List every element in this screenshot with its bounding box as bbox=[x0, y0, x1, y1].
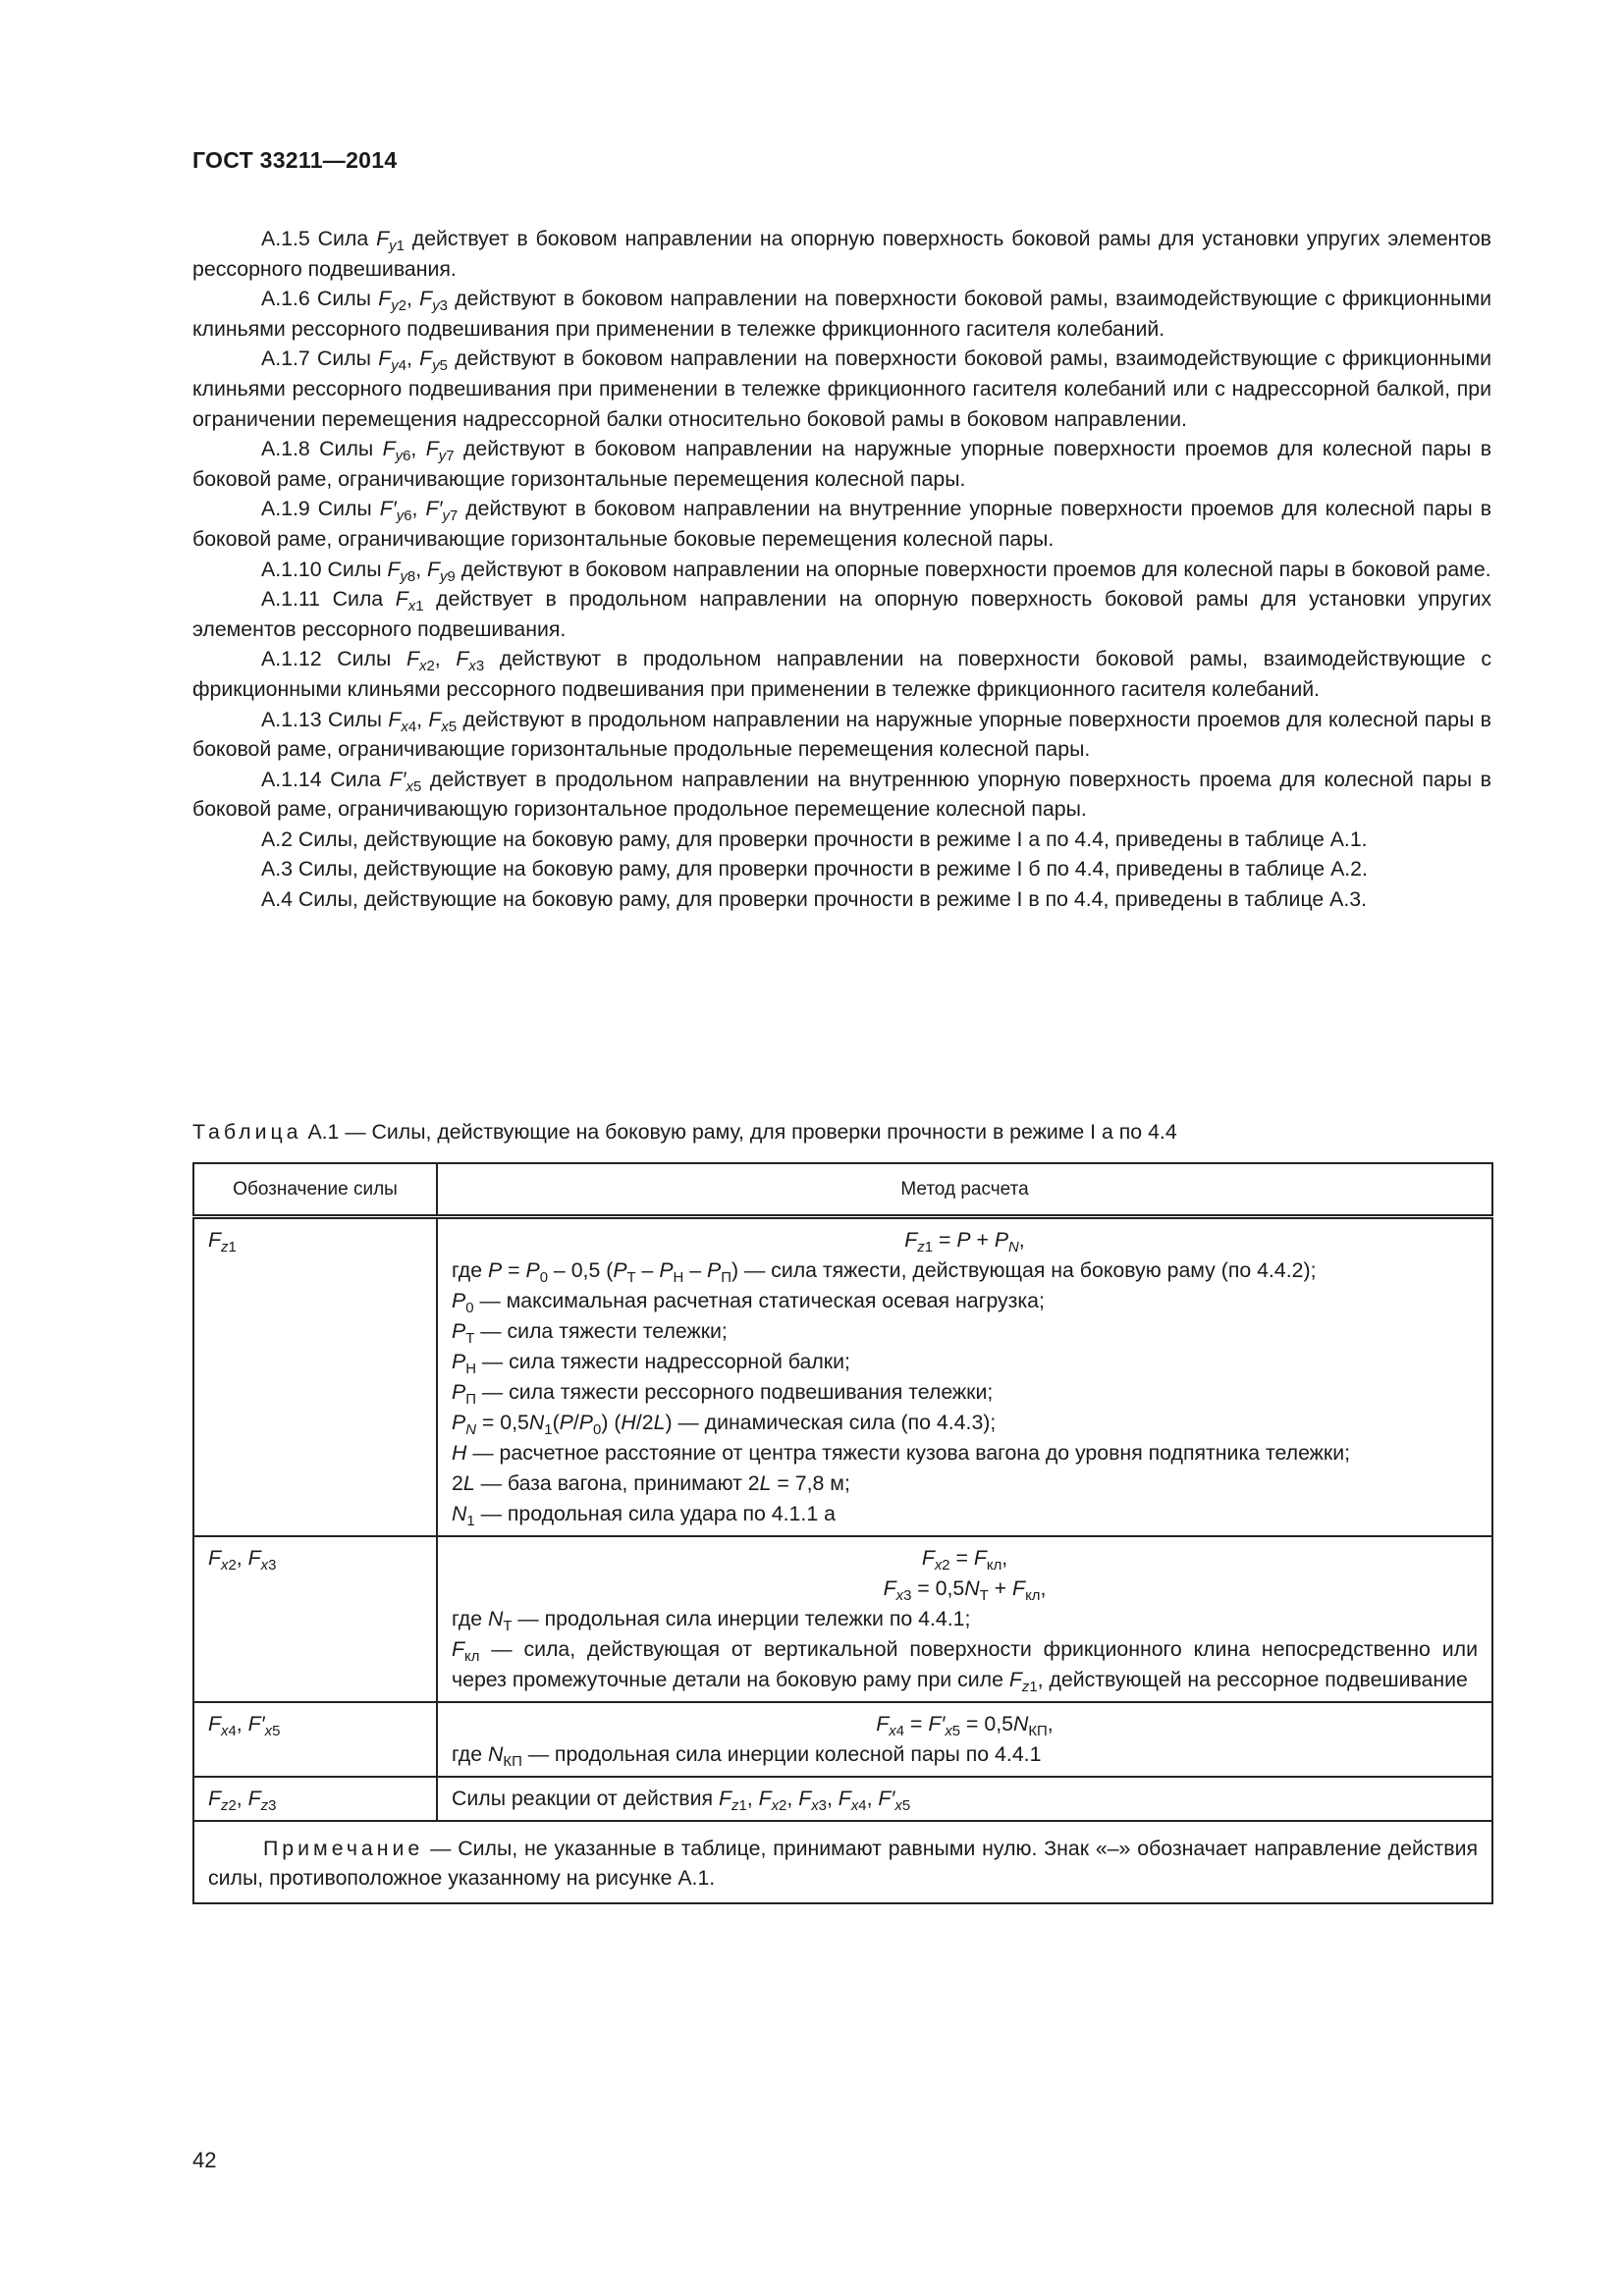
paragraph-a1-13: А.1.13 Силы $F_{x4}$, $F_{x5}$ действуют в продольном направлении на наружные упорные поверхности проемов для колесной пары в боковой раме, ограничивающие горизонтальные продольные перемещения колесной пары. bbox=[192, 707, 1491, 762]
table-caption-text: А.1 — Силы, действующие на боковую раму, для проверки прочности в режиме I а по 4.4 bbox=[307, 1120, 1177, 1144]
paragraph-a2: А.2 Силы, действующие на боковую раму, для проверки прочности в режиме I а по 4.4, приведены в таблице А.1. bbox=[261, 827, 1368, 851]
table-row bbox=[193, 1702, 1492, 1777]
formula: $F_{z1} = P + P_N$, bbox=[904, 1228, 1025, 1255]
note-label: Примечание bbox=[263, 1837, 424, 1860]
paragraph-a1-6: А.1.6 Силы $F_{y2}$, $F_{y3}$ действуют в боковом направлении на поверхности боковой рамы, взаимодействующие с фрикционными клиньями рессорного подвешивания при применении в тележке фрикционного гасителя колебаний. bbox=[192, 287, 1492, 341]
table-row bbox=[193, 1536, 1492, 1702]
calculation-method bbox=[437, 1217, 1492, 1537]
definition-line: $P_N = 0,5N_1(P/P_0)$ (H/2L) — динамическая сила (по 4.4.3); bbox=[452, 1411, 997, 1438]
definition-line: 2L — база вагона, принимают 2L = 7,8 м; bbox=[452, 1471, 850, 1495]
definition-line: $P_Т$ — сила тяжести тележки; bbox=[452, 1319, 728, 1347]
calculation-method bbox=[437, 1536, 1492, 1702]
formula: $F_{x2} = F_{кл}$, bbox=[921, 1546, 1008, 1574]
page-number: 42 bbox=[192, 2148, 217, 2172]
definition-line: где $N_{КП}$ — продольная сила инерции колесной пары по 4.4.1 bbox=[452, 1742, 1042, 1770]
definition-line: $F_{кл}$ — сила, действующая от вертикальной поверхности фрикционного клина непосредственно или через промежуточные детали на боковую раму при силе $F_{z1}$, действующей на рессорное подвешивание bbox=[452, 1637, 1478, 1695]
paragraph-a1-10: А.1.10 Силы $F_{y8}$, $F_{y9}$ действуют в боковом направлении на опорные поверхности проемов для колесной пары в боковой раме. bbox=[261, 557, 1491, 585]
force-designation: $F_{z1}$ bbox=[193, 1217, 437, 1537]
definition-line: $P_Н$ — сила тяжести надрессорной балки; bbox=[452, 1350, 850, 1377]
force-designation: $F_{x4}$, $F'_{x5}$ bbox=[193, 1702, 437, 1777]
paragraph-a1-7: А.1.7 Силы $F_{y4}$, $F_{y5}$ действуют в боковом направлении на поверхности боковой рамы, взаимодействующие с фрикционными клиньями рессорного подвешивания при применении в тележке фрикционного гасителя колебаний или с надрессорной балкой, при ограничении перемещения надрессорной балки относительно боковой рамы в боковом направлении. bbox=[192, 347, 1492, 431]
table-row bbox=[193, 1777, 1492, 1821]
paragraph-a1-12: А.1.12 Силы $F_{x2}$, $F_{x3}$ действуют в продольном направлении на поверхности боковой рамы, взаимодействующие с фрикционными клиньями рессорного подвешивания при применении в тележке фрикционного гасителя колебаний. bbox=[192, 647, 1491, 701]
calculation-method bbox=[437, 1702, 1492, 1777]
definition-line: где $P = P_0 - 0,5$ $(P_Т - P_Н - P_П)$ — сила тяжести, действующая на боковую раму (по 4.4.2); bbox=[452, 1258, 1317, 1286]
formula: $F_{x4} = F'_{x5} = 0,5N_{КП}$, bbox=[876, 1712, 1054, 1739]
header-designation: Обозначение силы bbox=[193, 1163, 437, 1217]
definition-line: $P_0$ — максимальная расчетная статическая осевая нагрузка; bbox=[452, 1289, 1045, 1316]
note-text: — Силы, не указанные в таблице, принимают равными нулю. Знак «–» обозначает направление действия силы, противоположное указанному на рисунке А.1. bbox=[208, 1837, 1478, 1890]
document-code: ГОСТ 33211—2014 bbox=[192, 147, 398, 173]
paragraph-a1-14: А.1.14 Сила $F'_{x5}$ действует в продольном направлении на внутреннюю упорную поверхность проема для колесной пары в боковой раме, ограничивающую горизонтальное продольное перемещение колесной пары. bbox=[192, 767, 1491, 822]
definition-line: H — расчетное расстояние от центра тяжести кузова вагона до уровня подпятника тележки; bbox=[452, 1441, 1351, 1465]
paragraph-a1-5: А.1.5 Сила $F_{y1}$ действует в боковом направлении на опорную поверхность боковой рамы для установки упругих элементов рессорного подвешивания. bbox=[192, 227, 1491, 281]
table-caption-word: Таблица bbox=[192, 1120, 302, 1144]
table-note-row bbox=[193, 1821, 1492, 1903]
paragraph-a1-8: А.1.8 Силы $F_{y6}$, $F_{y7}$ действуют в боковом направлении на наружные упорные поверхности проемов для колесной пары в боковой раме, ограничивающие горизонтальные перемещения колесной пары. bbox=[192, 437, 1492, 491]
table-caption bbox=[192, 1117, 1491, 1147]
formula: $F_{x3} = 0,5N_Т + F_{кл}$, bbox=[883, 1576, 1047, 1604]
table-row bbox=[193, 1217, 1492, 1537]
table-note bbox=[193, 1821, 1492, 1903]
force-designation: $F_{z2}$, $F_{z3}$ bbox=[193, 1777, 437, 1821]
definition-line: $N_1$ — продольная сила удара по 4.1.1 а bbox=[452, 1502, 836, 1529]
table-header-row bbox=[193, 1163, 1492, 1217]
forces-table bbox=[192, 1162, 1493, 1904]
paragraph-a1-11: А.1.11 Сила $F_{x1}$ действует в продольном направлении на опорную поверхность боковой рамы для установки упругих элементов рессорного подвешивания. bbox=[192, 587, 1492, 641]
definition-line: $P_П$ — сила тяжести рессорного подвешивания тележки; bbox=[452, 1380, 994, 1408]
force-designation: $F_{x2}$, $F_{x3}$ bbox=[193, 1536, 437, 1702]
definition-line: где $N_Т$ — продольная сила инерции тележки по 4.4.1; bbox=[452, 1607, 971, 1634]
paragraph-a1-9: А.1.9 Силы $F'_{y6}$, $F'_{y7}$ действуют в боковом направлении на внутренние упорные поверхности проемов для колесной пары в боковой раме, ограничивающие горизонтальные боковые перемещения колесной пары. bbox=[192, 497, 1492, 551]
calculation-method: Силы реакции от действия $F_{z1}$, $F_{x2}$, $F_{x3}$, $F_{x4}$, $F'_{x5}$ bbox=[437, 1777, 1492, 1821]
paragraph-a4: А.4 Силы, действующие на боковую раму, для проверки прочности в режиме I в по 4.4, приведены в таблице А.3. bbox=[261, 887, 1368, 912]
header-method: Метод расчета bbox=[437, 1163, 1492, 1217]
body-text bbox=[192, 224, 1491, 915]
paragraph-a3: А.3 Силы, действующие на боковую раму, для проверки прочности в режиме I б по 4.4, приведены в таблице А.2. bbox=[261, 857, 1368, 881]
